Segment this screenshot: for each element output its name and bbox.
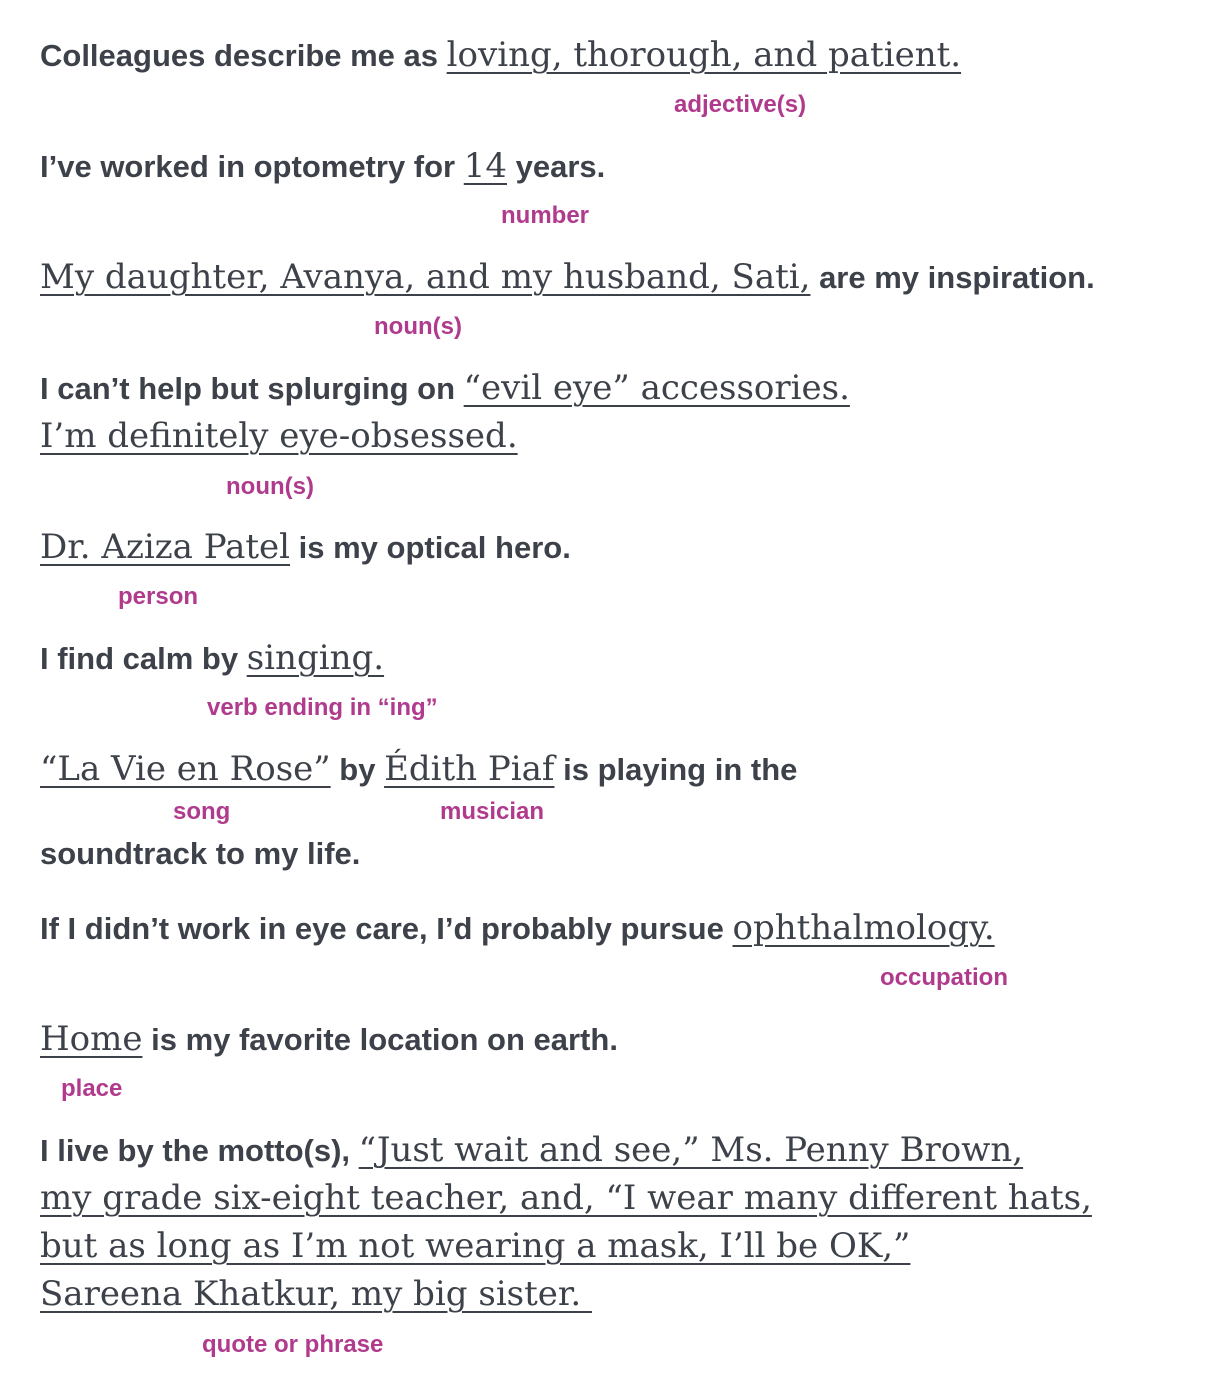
hint-label: quote or phrase — [202, 1331, 384, 1358]
prompt-text: is my favorite location on earth. — [142, 1022, 618, 1057]
entry-calm — [40, 638, 385, 678]
filled-answer: I’m definitely eye-obsessed. — [40, 416, 518, 456]
entry-place — [40, 1019, 618, 1059]
hint-label: musician — [440, 798, 545, 825]
entry-inspiration — [40, 257, 1095, 297]
entry-motto-line-2 — [40, 1178, 1092, 1218]
filled-answer: my grade six-eight teacher, and, “I wear many different hats, — [40, 1178, 1092, 1218]
prompt-text: I can’t help but splurging on — [40, 371, 464, 406]
filled-answer: ophthalmology. — [732, 908, 995, 948]
filled-answer: My daughter, Avanya, and my husband, Sati, — [40, 257, 811, 297]
filled-answer: “Just wait and see,” Ms. Penny Brown, — [358, 1130, 1024, 1170]
entry-splurge — [40, 368, 850, 408]
filled-answer: “evil eye” accessories. — [463, 368, 850, 408]
prompt-text: I’ve worked in optometry for — [40, 149, 464, 184]
prompt-text: by — [330, 752, 385, 787]
prompt-text: I live by the motto(s), — [40, 1133, 359, 1168]
prompt-text: Colleagues describe me as — [40, 38, 447, 73]
prompt-text: are my inspiration. — [810, 260, 1095, 295]
entry-splurge-continued — [40, 416, 518, 456]
entry-motto — [40, 1130, 1024, 1170]
prompt-text: If I didn’t work in eye care, I’d probably pursue — [40, 911, 733, 946]
filled-answer: Édith Piaf — [384, 749, 555, 789]
filled-answer: singing. — [246, 638, 385, 678]
filled-answer: Sareena Khatkur, my big sister. — [40, 1274, 593, 1314]
filled-answer: Dr. Aziza Patel — [40, 527, 291, 567]
entry-motto-line-4 — [40, 1274, 593, 1314]
entry-soundtrack-continued — [40, 838, 360, 869]
filled-answer: loving, thorough, and patient. — [446, 35, 962, 75]
entry-adjectives — [40, 35, 962, 75]
entry-soundtrack — [40, 749, 798, 789]
prompt-text: is my optical hero. — [290, 530, 571, 565]
entry-motto-line-3 — [40, 1226, 911, 1266]
prompt-text: is playing in the — [554, 752, 798, 787]
filled-answer: but as long as I’m not wearing a mask, I’ll be OK,” — [40, 1226, 911, 1266]
filled-answer: “La Vie en Rose” — [40, 749, 331, 789]
entry-hero — [40, 527, 571, 567]
prompt-text: soundtrack to my life. — [40, 836, 361, 871]
hint-label: place — [61, 1075, 123, 1102]
filled-answer: 14 — [463, 146, 508, 186]
hint-label: song — [173, 798, 231, 825]
hint-label: occupation — [880, 964, 1009, 991]
hint-label: number — [501, 202, 590, 229]
prompt-text: years. — [507, 149, 606, 184]
hint-label: noun(s) — [374, 313, 462, 340]
hint-label: adjective(s) — [674, 91, 807, 118]
entry-occupation — [40, 908, 995, 948]
hint-label: noun(s) — [226, 473, 314, 500]
entry-number — [40, 146, 606, 186]
filled-answer: Home — [40, 1019, 143, 1059]
hint-label: person — [118, 583, 199, 610]
prompt-text: I find calm by — [40, 641, 247, 676]
hint-label: verb ending in “ing” — [207, 694, 438, 721]
